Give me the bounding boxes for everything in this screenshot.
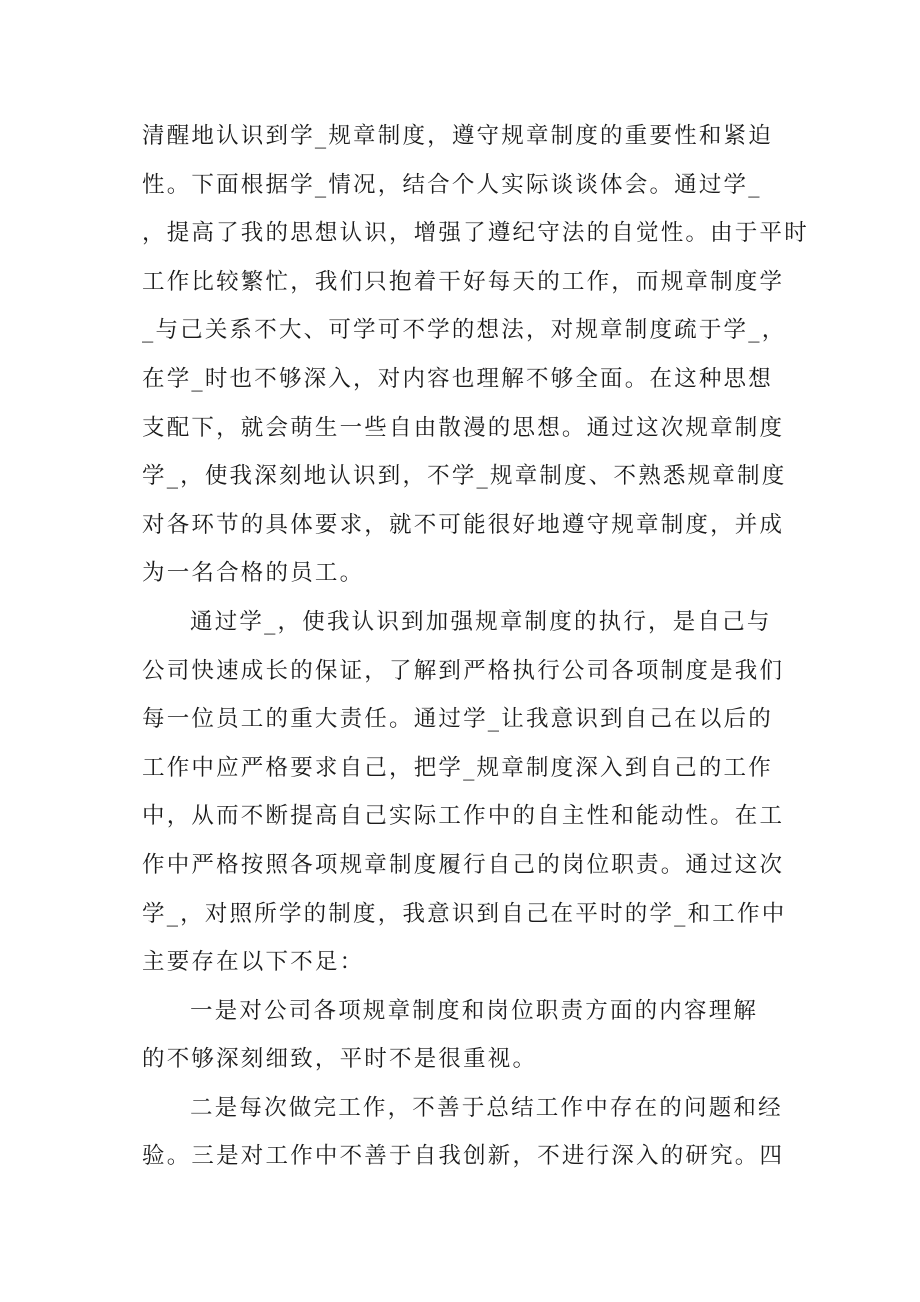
text-line: 工作中应严格要求自己，把学_规章制度深入到自己的工作 <box>142 754 773 781</box>
text-line: ，提高了我的思想认识，增强了遵纪守法的自觉性。由于平时 <box>142 220 809 247</box>
text-line: 学_，对照所学的制度，我意识到自己在平时的学_和工作中 <box>142 900 787 927</box>
text-line: 作中严格按照各项规章制度履行自己的岗位职责。通过这次 <box>142 851 785 878</box>
text-line: 中，从而不断提高自己实际工作中的自主性和能动性。在工 <box>142 803 785 830</box>
text-line: 支配下，就会萌生一些自由散漫的思想。通过这次规章制度 <box>142 414 785 441</box>
text-line: 二是每次做完工作，不善于总结工作中存在的问题和经 <box>190 1094 783 1121</box>
text-line: 通过学_，使我认识到加强规章制度的执行，是自己与 <box>190 608 772 635</box>
text-line: 主要存在以下不足： <box>142 949 365 976</box>
text-line: 学_，使我深刻地认识到，不学_规章制度、不熟悉规章制度 <box>142 463 787 490</box>
text-line: 性。下面根据学_情况，结合个人实际谈谈体会。通过学_ <box>142 171 762 198</box>
text-line: 工作比较繁忙，我们只抱着干好每天的工作，而规章制度学 <box>142 268 785 295</box>
text-line: 清醒地认识到学_规章制度，遵守规章制度的重要性和紧迫 <box>142 123 773 149</box>
text-line: 一是对公司各项规章制度和岗位职责方面的内容理解 <box>190 997 759 1024</box>
body-text <box>142 112 809 1181</box>
text-line: 每一位员工的重大责任。通过学_让我意识到自己在以后的 <box>142 706 773 733</box>
text-line: _与己关系不大、可学可不学的想法，对规章制度疏于学_， <box>142 317 787 344</box>
text-line: 验。三是对工作中不善于自我创新，不进行深入的研究。四 <box>142 1143 785 1170</box>
text-line: 的不够深刻细致，平时不是很重视。 <box>142 1046 538 1073</box>
text-line: 在学_时也不够深入，对内容也理解不够全面。在这种思想 <box>142 365 773 392</box>
text-line: 为一名合格的员工。 <box>142 560 365 587</box>
text-line: 对各环节的具体要求，就不可能很好地遵守规章制度，并成 <box>142 511 785 538</box>
text-line: 公司快速成长的保证，了解到严格执行公司各项制度是我们 <box>142 657 785 684</box>
